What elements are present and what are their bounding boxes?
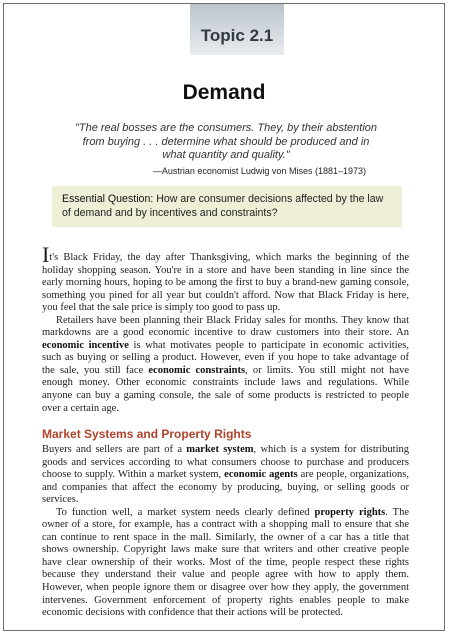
- section-text: [42, 444, 409, 620]
- essential-question-label: Essential Question:: [62, 193, 154, 205]
- textbook-page: [3, 3, 445, 631]
- section-heading: Market Systems and Property Rights: [42, 427, 252, 441]
- quote-attribution: —Austrian economist Ludwig von Mises (1881–1973): [152, 166, 366, 176]
- topic-tab: [190, 3, 284, 55]
- term-market-system: market system: [186, 444, 254, 455]
- term-property-rights: property rights: [314, 506, 386, 518]
- paragraph-2: Retailers have been planning their Black Friday sales for months. They know that markdowns are a good economic incentive to draw customers into their store. An economic incentive is what motivates people to participate in economic activities, such as buying or selling a product. However, even if you hope to take advantage of the sale, you still face economic constraints, or limits. You still might not have enough money. Other economic constraints include laws and regulations. While anyone can buy a gaming console, the sale of some products is restricted to people over a certain age.: [42, 314, 410, 414]
- term-economic-agents: economic agents: [224, 469, 298, 481]
- paragraph-3: Buyers and sellers are part of a market system, which is a system for distributing goods and services according to what consumers choose to purchase and producers choose to supply. Within a market system, economic agents are people, organizations, and companies that affect the economy by producing, buying, or selling goods or services.: [42, 444, 410, 506]
- intro-text: [42, 242, 410, 415]
- essential-question-box: [52, 186, 402, 227]
- term-economic-incentive: economic incentive: [42, 339, 129, 351]
- drop-cap: I: [42, 242, 50, 267]
- topic-label: Topic 2.1: [200, 26, 274, 45]
- essential-question-text: How are consumer decisions affected by the law of demand and by incentives and constraints?: [62, 193, 384, 219]
- epigraph-quote: "The real bosses are the consumers. They, by their abstention from buying . . . determine what should be produced and in what quantity and quality.": [74, 122, 378, 161]
- paragraph-1: It's Black Friday, the day after Thanksgiving, which marks the beginning of the holiday shopping season. You're in a store and have been standing in line since the early morning hours, hoping to be among the first to buy a brand-new gaming console, something you pined for all year but couldn't afford. Now that Black Friday is here, you feel that the sale price is simply too good to pass up.: [42, 242, 409, 314]
- term-economic-constraints: economic constraints: [148, 364, 246, 376]
- paragraph-4: To function well, a market system needs clearly defined property rights. The owner of a store, for example, has a contract with a shopping mall to ensure that she can continue to rent space in the mall. Similarly, the owner of a car has a title that shows ownership. Copyright laws make sure that writers and other creative people have clear ownership of their works. Most of the time, people respect these rights because they understand their value and people agree with how to apply them. However, when people ignore them or disagree over how they apply, the government intervenes. Government enforcement of property rights enables people to make economic decisions with confidence that their actions will be protected.: [42, 506, 410, 619]
- page-title: Demand: [182, 81, 266, 104]
